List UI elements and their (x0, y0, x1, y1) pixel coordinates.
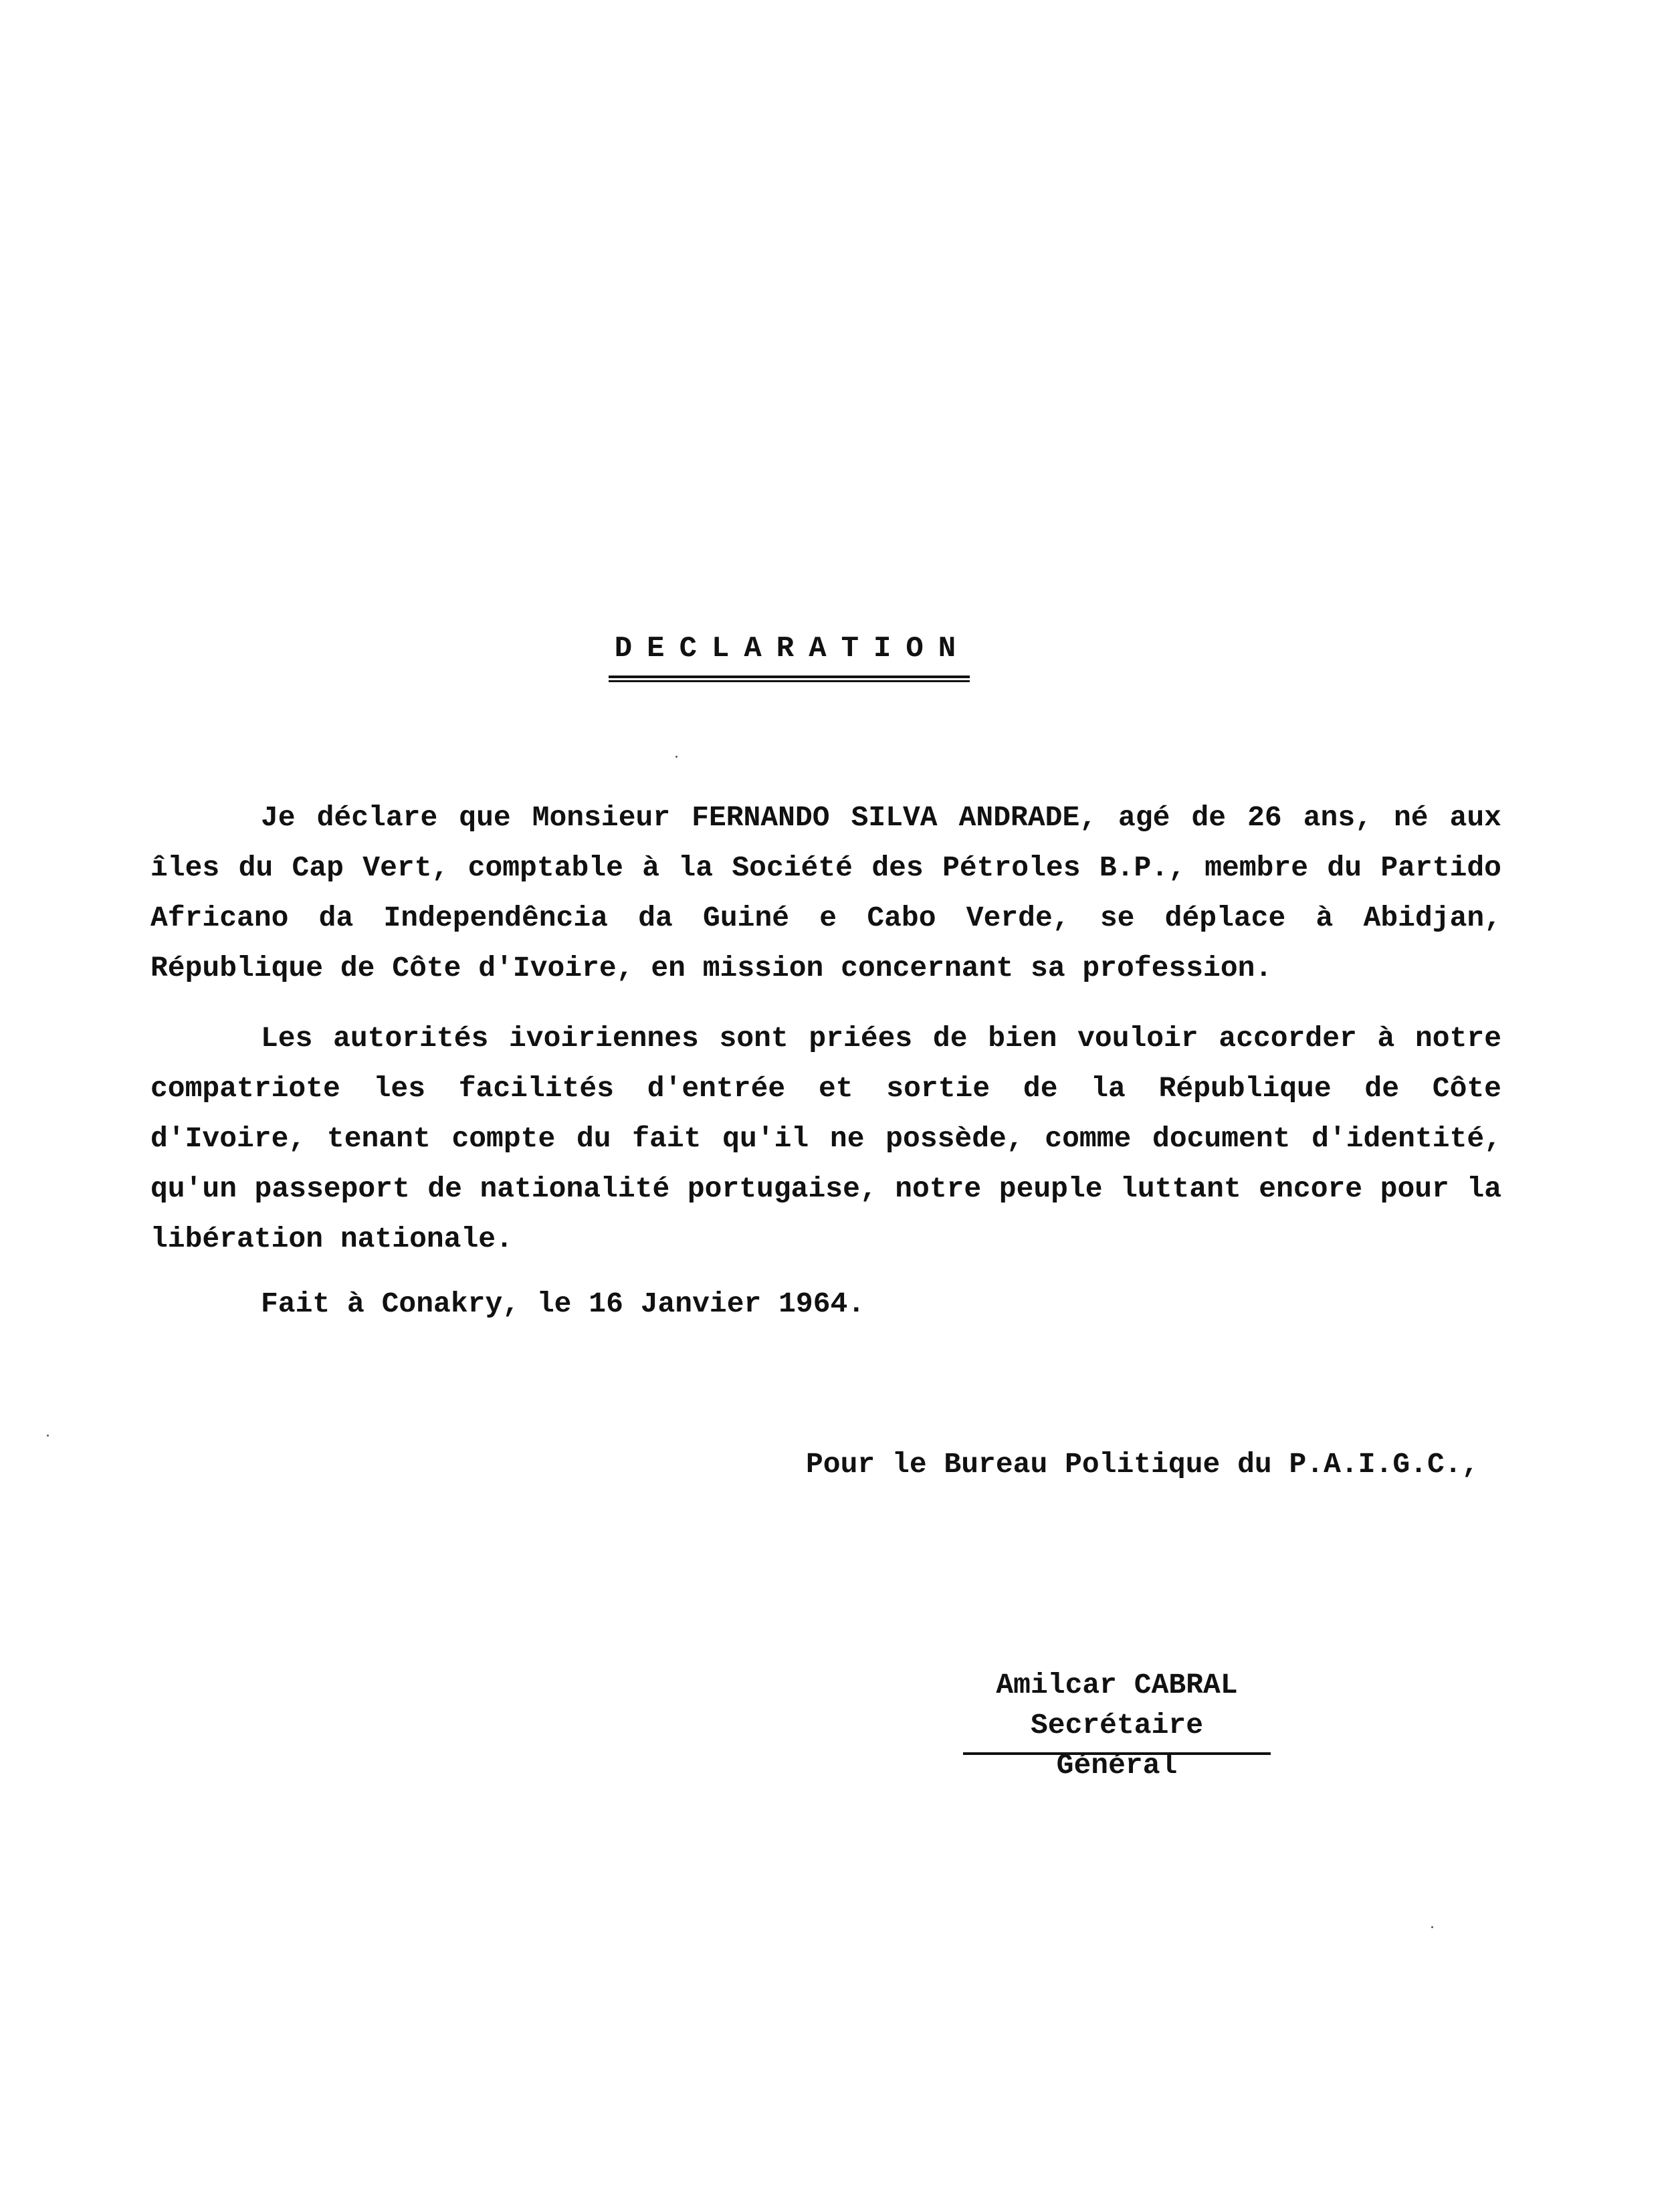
bureau-line: Pour le Bureau Politique du P.A.I.G.C., (806, 1448, 1479, 1481)
paragraph-declaration: Je déclare que Monsieur FERNANDO SILVA ANDRADE, agé de 26 ans, né aux îles du Cap Vert, comptable à la Société des Pétroles B.P., membre du Partido Africano da Independência da Guiné e Cabo Verde, se déplace à Abidjan, République de Côte d'Ivoire, en mission concernant sa profession. (150, 801, 1501, 984)
signature-underline (963, 1752, 1271, 1755)
signature-block (963, 1665, 1271, 1786)
signatory-name: Amilcar CABRAL (996, 1669, 1238, 1701)
scan-speck (47, 1435, 49, 1437)
scan-speck (675, 756, 677, 758)
title-underline (609, 675, 970, 682)
document-title: DECLARATION (614, 632, 971, 665)
place-and-date: Fait à Conakry, le 16 Janvier 1964. (261, 1287, 865, 1320)
scan-speck (1431, 1926, 1433, 1928)
paragraph-request: Les autorités ivoiriennes sont priées de bien vouloir accorder à notre compatriote les facilités d'entrée et sortie de la République de Côte d'Ivoire, tenant compte du fait qu'il ne possède, comme document d'identité, qu'un passeport de nationalité portugaise, notre peuple luttant encore pour la libération nationale. (150, 1022, 1501, 1255)
signatory-title: Secrétaire Général (1030, 1709, 1204, 1782)
